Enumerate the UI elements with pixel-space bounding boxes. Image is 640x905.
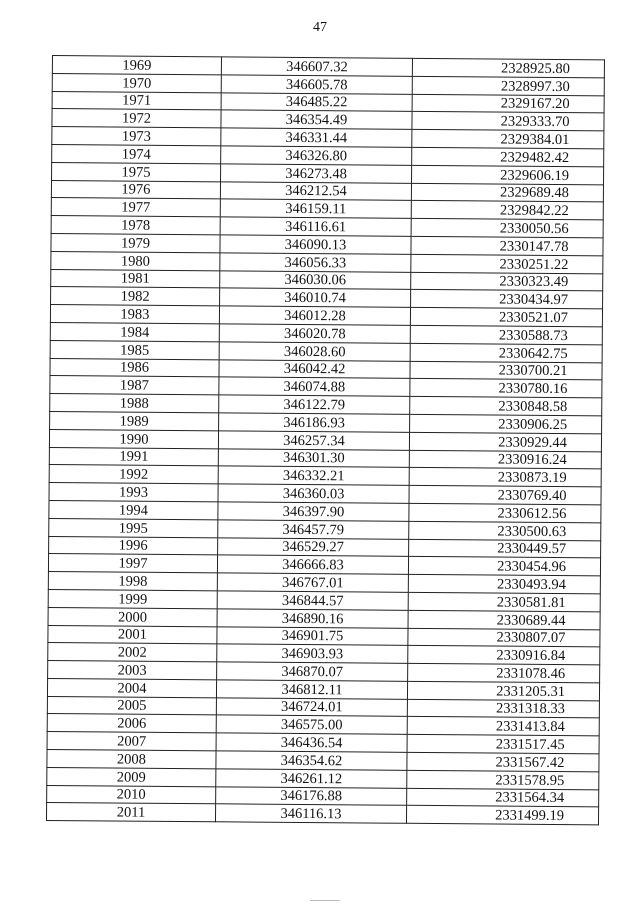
point-number-cell: 1991 [49,447,218,466]
y-coordinate-cell: 2329482.42 [412,147,604,166]
x-coordinate-cell: 346485.22 [221,92,412,111]
point-number-cell: 1977 [51,198,220,217]
x-coordinate-cell: 346301.30 [218,448,409,467]
y-coordinate-cell: 2330848.58 [410,396,602,415]
y-coordinate-cell: 2330807.07 [408,628,600,647]
point-number-cell: 1994 [49,500,218,519]
y-coordinate-cell: 2329167.20 [412,94,604,113]
x-coordinate-cell: 346436.54 [216,733,407,752]
coordinate-table-container [46,55,602,826]
x-coordinate-cell: 346575.00 [216,715,407,734]
y-coordinate-cell: 2330521.07 [410,307,602,326]
y-coordinate-cell: 2330929.44 [409,432,601,451]
x-coordinate-cell: 346122.79 [219,395,410,414]
y-coordinate-cell: 2330612.56 [409,503,601,522]
y-coordinate-cell: 2328925.80 [412,58,604,77]
point-number-cell: 1982 [51,287,220,306]
point-number-cell: 1978 [51,216,220,235]
x-coordinate-cell: 346812.11 [216,680,407,699]
point-number-cell: 2004 [47,678,216,697]
point-number-cell: 1972 [52,109,221,128]
y-coordinate-cell: 2330916.84 [408,646,600,665]
x-coordinate-cell: 346767.01 [217,573,408,592]
y-coordinate-cell: 2331413.84 [407,717,599,736]
y-coordinate-cell: 2330873.19 [409,468,601,487]
x-coordinate-cell: 346056.33 [220,253,411,272]
x-coordinate-cell: 346903.93 [217,644,408,663]
y-coordinate-cell: 2330689.44 [408,610,600,629]
point-number-cell: 1973 [52,127,221,146]
y-coordinate-cell: 2330434.97 [411,290,603,309]
x-coordinate-cell: 346212.54 [220,181,411,200]
x-coordinate-cell: 346870.07 [217,662,408,681]
y-coordinate-cell: 2330493.94 [408,574,600,593]
y-coordinate-cell: 2330588.73 [410,325,602,344]
y-coordinate-cell: 2330449.57 [409,539,601,558]
point-number-cell: 1981 [51,269,220,288]
y-coordinate-cell: 2331578.95 [407,770,599,789]
point-number-cell: 1980 [51,251,220,270]
point-number-cell: 2011 [46,803,215,822]
x-coordinate-cell: 346326.80 [221,146,412,165]
x-coordinate-cell: 346529.27 [218,537,409,556]
table-body [46,56,604,826]
x-coordinate-cell: 346273.48 [221,164,412,183]
point-number-cell: 2009 [47,767,216,786]
y-coordinate-cell: 2330323.49 [411,272,603,291]
x-coordinate-cell: 346261.12 [216,769,407,788]
x-coordinate-cell: 346042.42 [219,359,410,378]
table-row [46,803,598,825]
y-coordinate-cell: 2329333.70 [412,112,604,131]
x-coordinate-cell: 346901.75 [217,626,408,645]
point-number-cell: 2005 [47,696,216,715]
y-coordinate-cell: 2331078.46 [408,663,600,682]
point-number-cell: 1995 [49,518,218,537]
y-coordinate-cell: 2331205.31 [407,681,599,700]
point-number-cell: 1989 [50,411,219,430]
point-number-cell: 2003 [48,661,217,680]
point-number-cell: 1997 [48,554,217,573]
x-coordinate-cell: 346354.62 [216,751,407,770]
y-coordinate-cell: 2331564.34 [407,788,599,807]
x-coordinate-cell: 346030.06 [220,270,411,289]
point-number-cell: 1976 [51,180,220,199]
x-coordinate-cell: 346397.90 [218,502,409,521]
point-number-cell: 1992 [49,465,218,484]
x-coordinate-cell: 346074.88 [219,377,410,396]
point-number-cell: 1985 [50,340,219,359]
point-number-cell: 1970 [52,73,221,92]
x-coordinate-cell: 346457.79 [218,520,409,539]
y-coordinate-cell: 2330454.96 [408,557,600,576]
point-number-cell: 1993 [49,483,218,502]
y-coordinate-cell: 2329606.19 [412,165,604,184]
y-coordinate-cell: 2329689.48 [411,183,603,202]
x-coordinate-cell: 346257.34 [218,431,409,450]
y-coordinate-cell: 2330906.25 [410,414,602,433]
x-coordinate-cell: 346116.61 [220,217,411,236]
y-coordinate-cell: 2330780.16 [410,379,602,398]
coordinate-table [46,55,605,826]
bottom-edge-mark [310,900,340,901]
y-coordinate-cell: 2330581.81 [408,592,600,611]
x-coordinate-cell: 346354.49 [221,110,412,129]
point-number-cell: 2007 [47,732,216,751]
point-number-cell: 2002 [48,643,217,662]
x-coordinate-cell: 346360.03 [218,484,409,503]
point-number-cell: 1990 [49,429,218,448]
x-coordinate-cell: 346724.01 [216,697,407,716]
point-number-cell: 1984 [50,322,219,341]
page-number: 47 [313,20,327,35]
x-coordinate-cell: 346116.13 [215,804,406,823]
point-number-cell: 1996 [49,536,218,555]
y-coordinate-cell: 2331517.45 [407,735,599,754]
x-coordinate-cell: 346666.83 [217,555,408,574]
y-coordinate-cell: 2330050.56 [411,218,603,237]
y-coordinate-cell: 2330769.40 [409,485,601,504]
point-number-cell: 1979 [51,233,220,252]
point-number-cell: 1975 [52,162,221,181]
point-number-cell: 2000 [48,607,217,626]
x-coordinate-cell: 346176.88 [216,786,407,805]
x-coordinate-cell: 346605.78 [221,75,412,94]
y-coordinate-cell: 2330251.22 [411,254,603,273]
x-coordinate-cell: 346010.74 [220,288,411,307]
x-coordinate-cell: 346331.44 [221,128,412,147]
x-coordinate-cell: 346186.93 [219,413,410,432]
point-number-cell: 2008 [47,750,216,769]
point-number-cell: 2006 [47,714,216,733]
point-number-cell: 2001 [48,625,217,644]
y-coordinate-cell: 2331567.42 [407,752,599,771]
point-number-cell: 1999 [48,589,217,608]
y-coordinate-cell: 2328997.30 [412,76,604,95]
y-coordinate-cell: 2330500.63 [409,521,601,540]
y-coordinate-cell: 2329842.22 [411,201,603,220]
x-coordinate-cell: 346028.60 [219,342,410,361]
point-number-cell: 1986 [50,358,219,377]
x-coordinate-cell: 346012.28 [219,306,410,325]
point-number-cell: 1969 [52,56,221,75]
x-coordinate-cell: 346607.32 [221,57,412,76]
point-number-cell: 1987 [50,376,219,395]
y-coordinate-cell: 2330147.78 [411,236,603,255]
y-coordinate-cell: 2330642.75 [410,343,602,362]
x-coordinate-cell: 346090.13 [220,235,411,254]
x-coordinate-cell: 346332.21 [218,466,409,485]
point-number-cell: 1983 [50,305,219,324]
point-number-cell: 1998 [48,572,217,591]
point-number-cell: 1974 [52,144,221,163]
y-coordinate-cell: 2330700.21 [410,361,602,380]
x-coordinate-cell: 346020.78 [219,324,410,343]
y-coordinate-cell: 2331499.19 [406,806,598,825]
x-coordinate-cell: 346844.57 [217,591,408,610]
x-coordinate-cell: 346159.11 [220,199,411,218]
point-number-cell: 1988 [50,394,219,413]
y-coordinate-cell: 2330916.24 [409,450,601,469]
y-coordinate-cell: 2331318.33 [407,699,599,718]
y-coordinate-cell: 2329384.01 [412,130,604,149]
point-number-cell: 1971 [52,91,221,110]
x-coordinate-cell: 346890.16 [217,609,408,628]
point-number-cell: 2010 [47,785,216,804]
